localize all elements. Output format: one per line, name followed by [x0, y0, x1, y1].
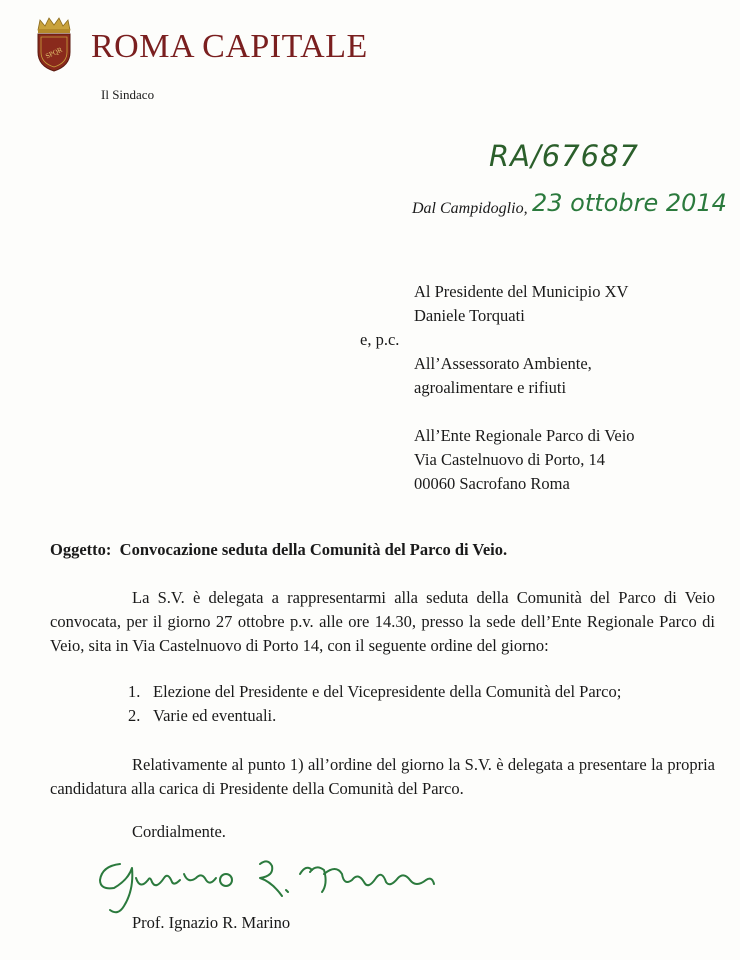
agenda-item-1 [128, 682, 622, 702]
crest-letters: SPQR [44, 45, 64, 61]
recipient-3-line-1: All’Ente Regionale Parco di Veio [414, 426, 635, 445]
recipient-2-line-1: All’Assessorato Ambiente, [414, 354, 592, 373]
agenda-item-text: Elezione del Presidente e del Vicepresidente della Comunità del Parco; [153, 682, 622, 701]
agenda-item-number: 1. [128, 682, 141, 701]
office-title: Il Sindaco [101, 87, 155, 102]
signatory-name: Prof. Ignazio R. Marino [132, 913, 291, 932]
agenda-item-number: 2. [128, 706, 141, 725]
protocol-number: RA/67687 [489, 139, 640, 173]
recipient-2-line-2: agroalimentare e rifiuti [414, 378, 567, 397]
subject-text: Convocazione seduta della Comunità del Parco di Veio. [119, 540, 508, 559]
handwritten-date: 23 ottobre 2014 [532, 189, 727, 217]
recipient-3-line-3: 00060 Sacrofano Roma [414, 474, 570, 493]
subject-line [50, 540, 507, 560]
agenda-item-2 [128, 706, 277, 726]
institution-name: ROMA CAPITALE [91, 28, 368, 65]
cc-prefix: e, p.c. [360, 330, 400, 349]
recipient-1-line-2: Daniele Torquati [414, 306, 525, 325]
agenda-item-text: Varie ed eventuali. [153, 706, 277, 725]
subject-label: Oggetto: [50, 540, 112, 559]
roma-capitale-crest-icon [34, 16, 74, 72]
body-paragraph-2: Relativamente al punto 1) all’ordine del giorno la S.V. è delegata a presentare la propria candidatura alla carica di Presidente della Comunità del Parco. [50, 755, 715, 798]
recipient-3-line-2: Via Castelnuovo di Porto, 14 [414, 450, 606, 469]
handwritten-signature [92, 850, 472, 920]
place-label: Dal Campidoglio, [412, 200, 528, 217]
body-paragraph-1: La S.V. è delegata a rappresentarmi alla seduta della Comunità del Parco di Veio convocata, per il giorno 27 ottobre p.v. alle ore 14.30, presso la sede dell’Ente Regionale Parco di Veio, sita in Via Castelnuovo di Porto 14, con il seguente ordine del giorno: [50, 588, 715, 655]
recipient-1-line-1: Al Presidente del Municipio XV [414, 282, 629, 301]
closing-salutation: Cordialmente. [132, 822, 226, 841]
